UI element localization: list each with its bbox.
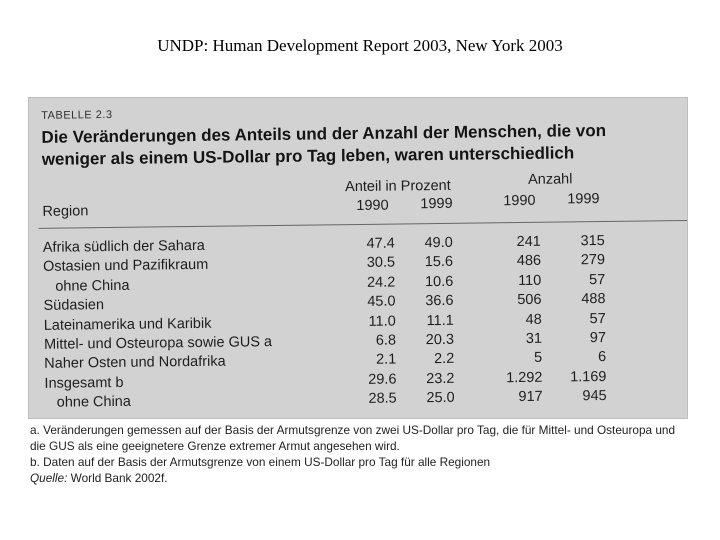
- cell-count-1999: 1.169: [570, 368, 607, 386]
- column-group-count: Anzahl: [527, 171, 573, 188]
- year-header-share-1999: 1999: [420, 195, 453, 213]
- cell-share-1999: 15.6: [424, 254, 454, 271]
- cell-share-1999: 25.0: [426, 390, 455, 407]
- scanned-table: [28, 97, 688, 419]
- row-region: Südasien: [43, 297, 105, 315]
- cell-share-1999: 23.2: [426, 370, 455, 387]
- footnote-b: b. Daten auf der Basis der Armutsgrenze von einem US-Dollar pro Tag für alle Regionen: [30, 455, 491, 469]
- cell-count-1999: 488: [581, 291, 606, 308]
- cell-count-1990: 486: [516, 253, 542, 270]
- cell-share-1999: 10.6: [424, 273, 454, 290]
- row-region: Mittel- und Osteuropa sowie GUS a: [43, 334, 273, 353]
- cell-share-1990: 45.0: [367, 293, 396, 311]
- table-label: TABELLE 2.3: [41, 108, 113, 122]
- cell-share-1999: 11.1: [426, 312, 454, 329]
- year-header-count-1990: 1990: [503, 192, 536, 210]
- cell-count-1999: 315: [580, 232, 605, 250]
- cell-share-1990: 30.5: [366, 254, 396, 272]
- cell-share-1990: 24.2: [366, 274, 396, 291]
- cell-share-1990: 2.1: [375, 351, 397, 369]
- row-region: ohne China: [56, 393, 131, 411]
- cell-share-1999: 36.6: [425, 293, 454, 310]
- table-headline-line1: Die Veränderungen des Anteils und der Anzahl der Menschen, die von: [41, 120, 607, 147]
- cell-count-1990: 917: [518, 388, 543, 406]
- cell-share-1990: 47.4: [366, 235, 395, 252]
- cell-share-1999: 2.2: [433, 351, 455, 368]
- row-region: ohne China: [55, 277, 130, 295]
- footnote-a-line1: a. Veränderungen gemessen auf der Basis der Armutsgrenze von zwei US-Dollar pro Tag, die für Mittel- und Osteuropa und: [30, 423, 676, 437]
- footnote-a-line2: die GUS als eine geeignetere Grenze extremer Armut angesehen wird.: [30, 439, 400, 453]
- cell-count-1999: 6: [598, 349, 607, 366]
- cell-count-1999: 97: [589, 329, 607, 347]
- table-box: [29, 97, 688, 418]
- cell-share-1990: 6.8: [375, 332, 397, 349]
- cell-count-1990: 48: [525, 311, 542, 328]
- cell-count-1990: 5: [534, 350, 543, 367]
- cell-share-1990: 29.6: [368, 371, 397, 388]
- cell-count-1990: 31: [525, 330, 543, 347]
- cell-count-1999: 57: [589, 271, 606, 288]
- row-region: Ostasien und Pazifikraum: [42, 257, 209, 276]
- source-label: Quelle:: [30, 471, 68, 485]
- year-header-share-1990: 1990: [356, 197, 389, 215]
- row-region: Lateinamerika und Karibik: [43, 315, 212, 334]
- cell-share-1999: 20.3: [425, 331, 455, 349]
- cell-count-1990: 1.292: [506, 369, 543, 386]
- cell-share-1999: 49.0: [424, 234, 453, 252]
- footnote-source: [30, 470, 690, 486]
- cell-count-1999: 945: [582, 388, 607, 405]
- cell-count-1999: 57: [589, 310, 606, 327]
- slide-title: UNDP: Human Development Report 2003, New York 2003: [157, 36, 563, 55]
- footnotes: [30, 422, 690, 486]
- row-region: Naher Osten und Nordafrika: [44, 354, 226, 373]
- column-group-share: Anteil in Prozent: [345, 177, 451, 196]
- source-text: World Bank 2002f.: [67, 471, 168, 485]
- header-divider: [39, 220, 688, 229]
- cell-count-1999: 279: [580, 252, 606, 269]
- cell-count-1990: 241: [516, 233, 541, 251]
- cell-count-1990: 110: [518, 272, 542, 289]
- cell-count-1990: 506: [517, 291, 542, 309]
- cell-share-1990: 11.0: [368, 313, 396, 330]
- row-region: Insgesamt b: [44, 374, 124, 392]
- cell-share-1990: 28.5: [368, 390, 397, 408]
- year-header-count-1999: 1999: [567, 191, 600, 208]
- table-headline-line2: weniger als einem US-Dollar pro Tag leben, waren unterschiedlich: [41, 143, 575, 169]
- column-header-region: Region: [42, 203, 89, 220]
- row-region: Afrika südlich der Sahara: [42, 237, 205, 256]
